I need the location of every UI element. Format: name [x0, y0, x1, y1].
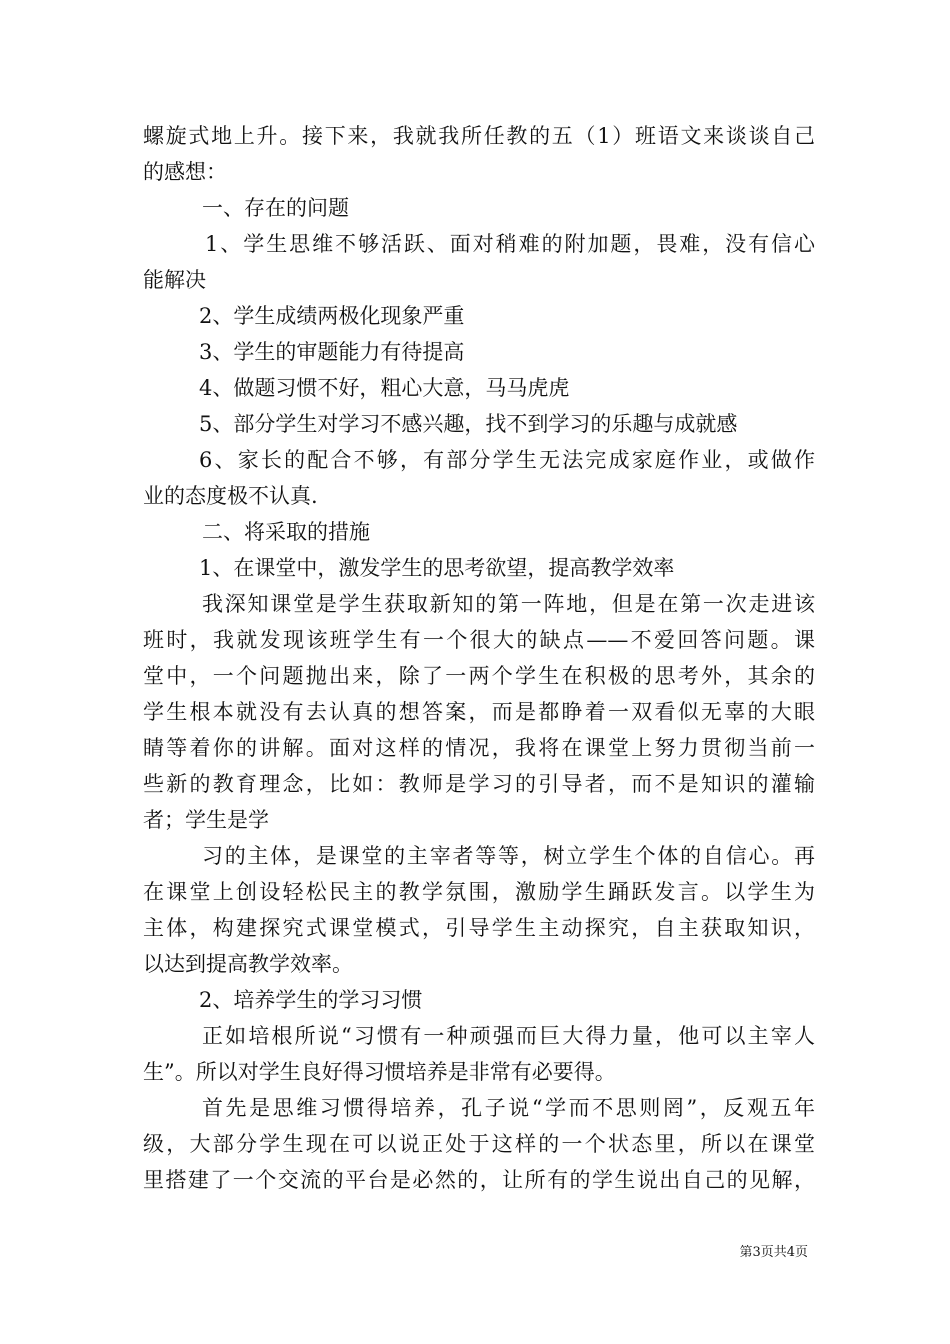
list-item: 5、部分学生对学习不感兴趣，找不到学习的乐趣与成就感	[199, 412, 738, 436]
text-line: 里搭建了一个交流的平台是必然的，让所有的学生说出自己的见解，	[143, 1168, 815, 1192]
text-line: 以达到提高教学效率。	[143, 952, 353, 976]
list-item: 6、家长的配合不够，有部分学生无法完成家庭作业，或做作	[199, 448, 815, 472]
page-number: 第3页共4页	[739, 1245, 808, 1260]
list-item: 4、做题习惯不好，粗心大意，马马虎虎	[199, 376, 570, 400]
text-line: 堂中，一个问题抛出来，除了一两个学生在积极的思考外，其余的	[143, 664, 815, 688]
text-line: 我深知课堂是学生获取新知的第一阵地，但是在第一次走进该	[202, 592, 815, 616]
list-item: 3、学生的审题能力有待提高	[199, 340, 465, 364]
list-item: 1、学生思维不够活跃、面对稍难的附加题，畏难，没有信心	[205, 232, 815, 256]
text-line: 学生根本就没有去认真的想答案，而是都睁着一双看似无辜的大眼	[143, 700, 815, 724]
text-line: 主体，构建探究式课堂模式，引导学生主动探究，自主获取知识，	[143, 916, 815, 940]
text-line: 者；学生是学	[143, 808, 269, 832]
text-line: 在课堂上创设轻松民主的教学氛围，激励学生踊跃发言。以学生为	[143, 880, 815, 904]
text-line: 正如培根所说“习惯有一种顽强而巨大得力量，他可以主宰人	[202, 1024, 815, 1048]
document-body	[143, 118, 815, 1198]
subsection-heading: 1、在课堂中，激发学生的思考欲望，提高教学效率	[199, 556, 675, 580]
text-line: 级，大部分学生现在可以说正处于这样的一个状态里，所以在课堂	[143, 1132, 815, 1156]
text-line: 的感想：	[143, 160, 227, 184]
text-line: 睛等着你的讲解。面对这样的情况，我将在课堂上努力贯彻当前一	[143, 736, 815, 760]
section-heading: 二、将采取的措施	[202, 520, 370, 544]
section-heading: 一、存在的问题	[202, 196, 349, 220]
text-line: 业的态度极不认真.	[143, 484, 318, 508]
text-line: 班时，我就发现该班学生有一个很大的缺点——不爱回答问题。课	[143, 628, 815, 652]
text-line: 首先是思维习惯得培养，孔子说“学而不思则罔”，反观五年	[202, 1096, 815, 1120]
subsection-heading: 2、培养学生的学习习惯	[199, 988, 423, 1012]
text-line: 些新的教育理念，比如：教师是学习的引导者，而不是知识的灌输	[143, 772, 815, 796]
text-line: 习的主体，是课堂的主宰者等等，树立学生个体的自信心。再	[202, 844, 815, 868]
text-line: 能解决	[143, 268, 206, 292]
list-item: 2、学生成绩两极化现象严重	[199, 304, 465, 328]
text-line: 生”。所以对学生良好得习惯培养是非常有必要得。	[143, 1060, 616, 1084]
text-line: 螺旋式地上升。接下来，我就我所任教的五（1）班语文来谈谈自己	[143, 124, 815, 148]
